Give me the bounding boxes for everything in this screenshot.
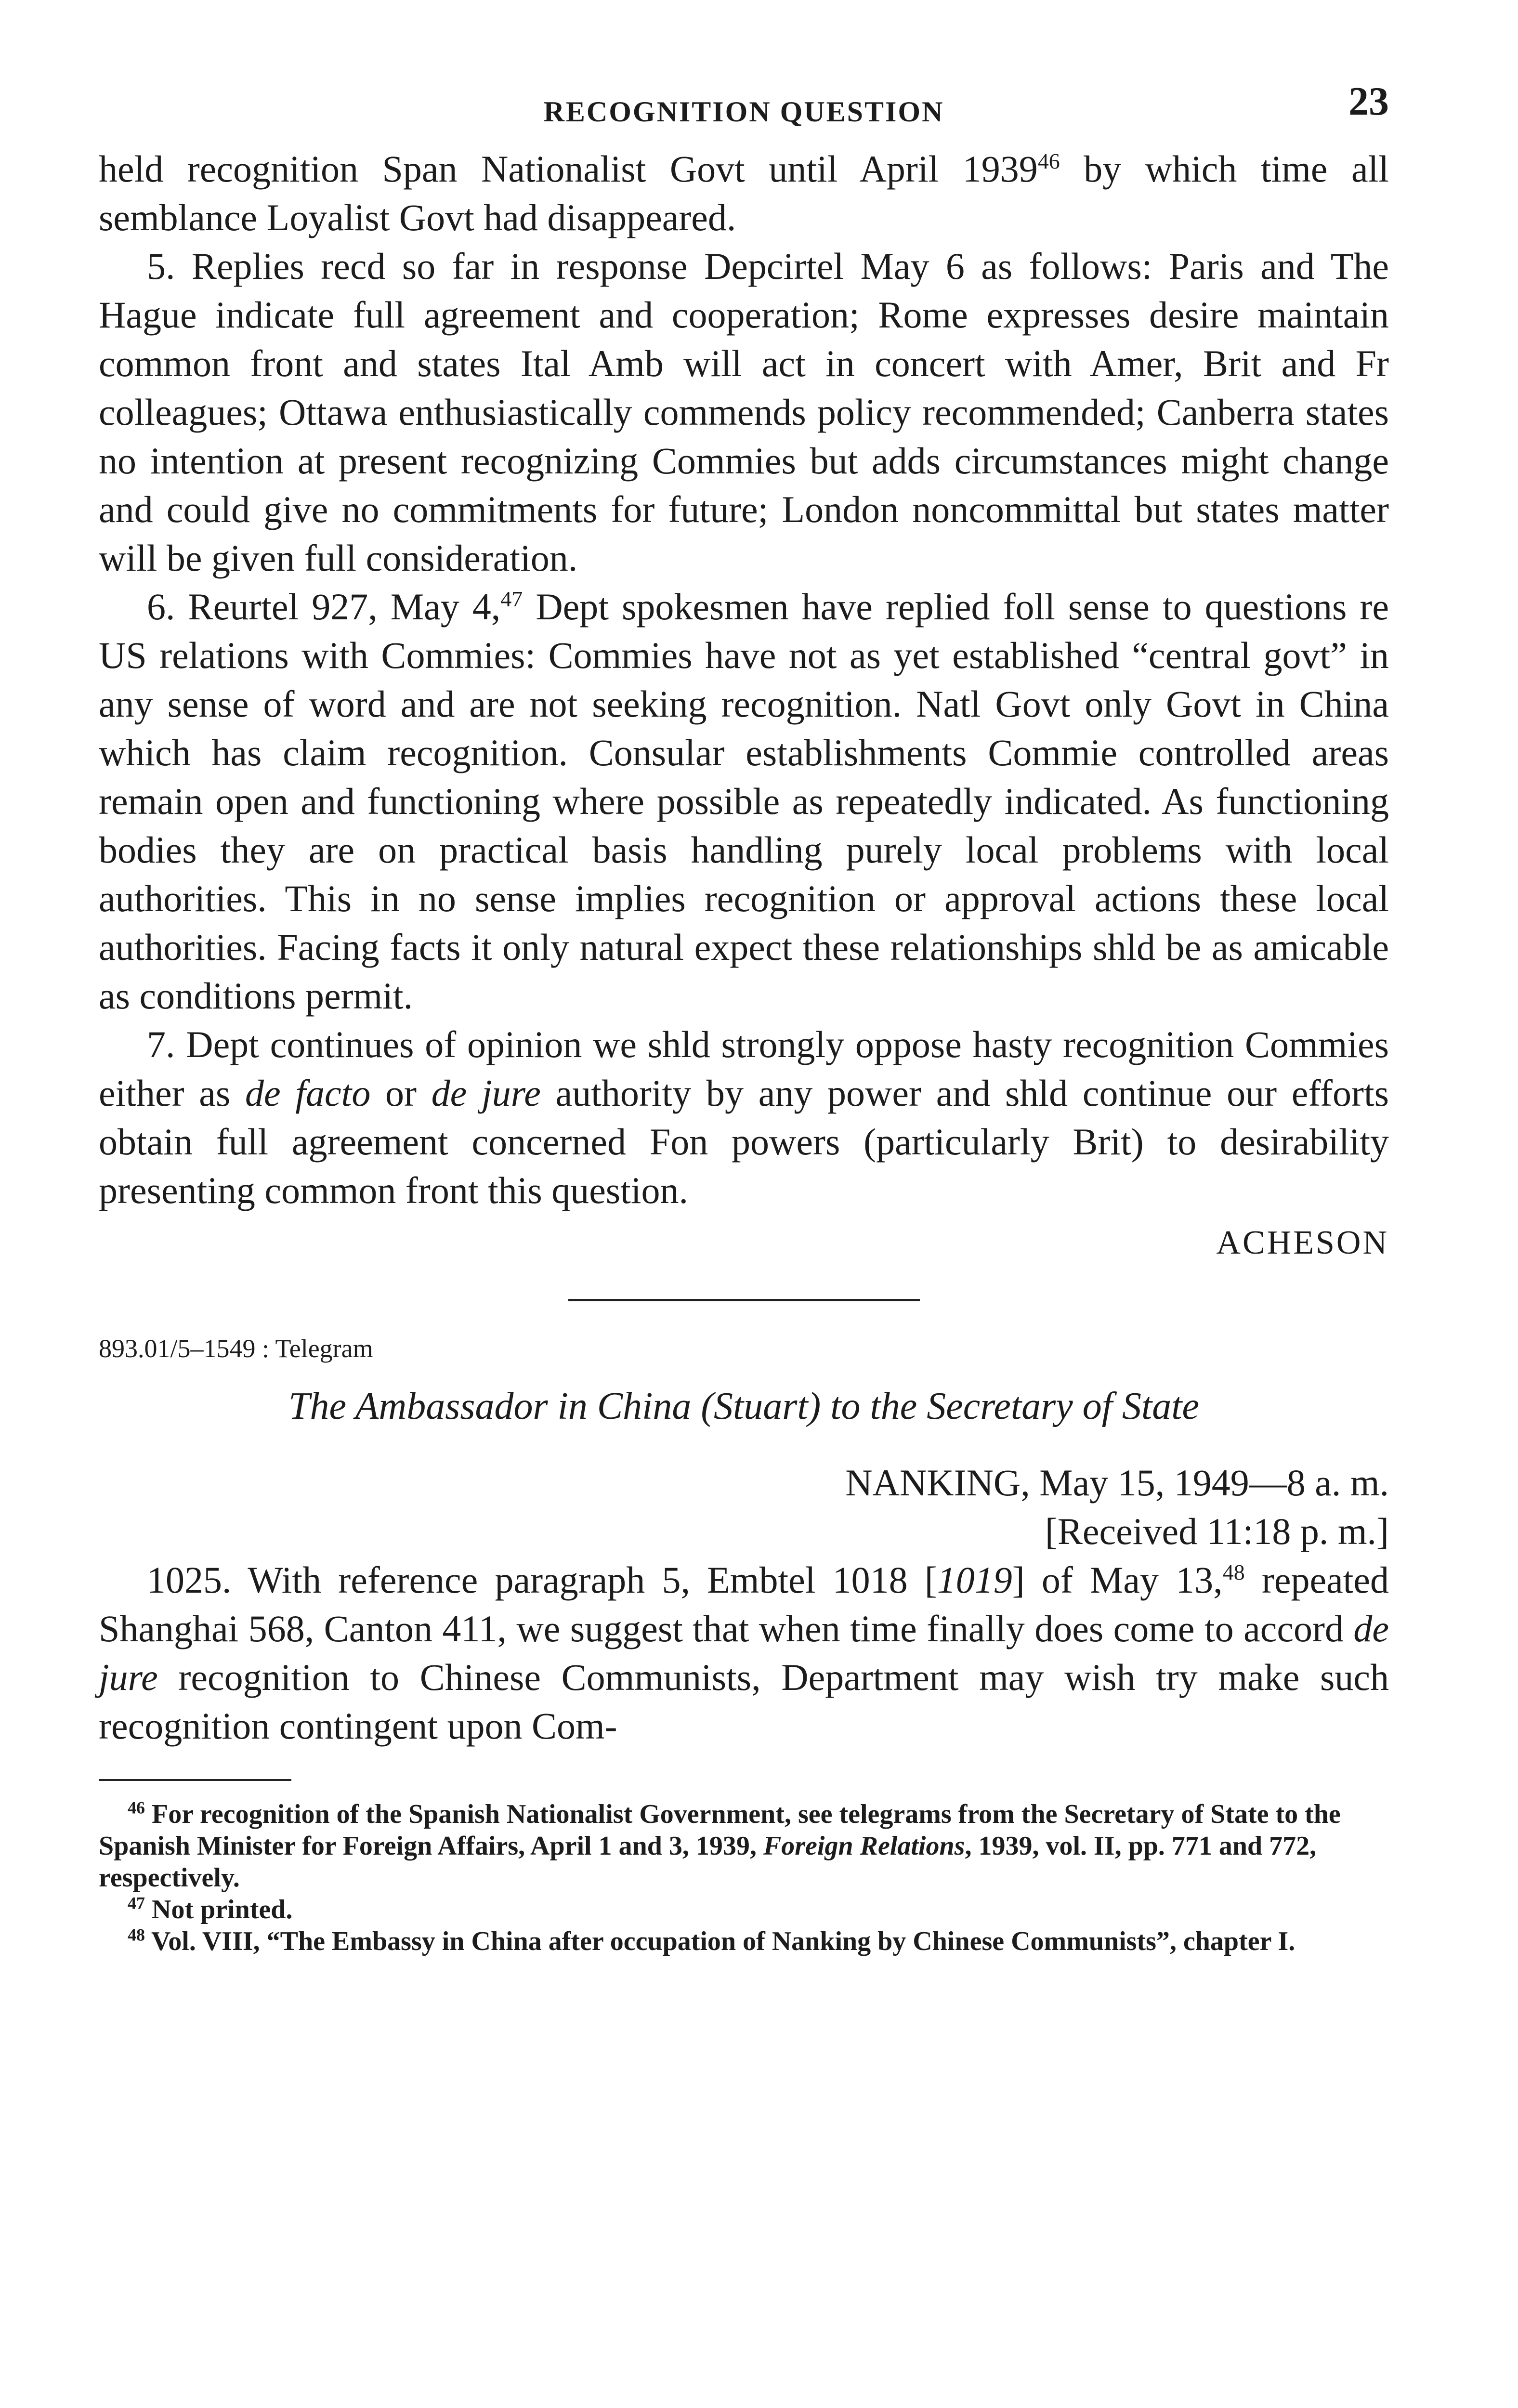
- footnote-text: For recognition of the Spanish Nationalist Government, see telegrams from the Secretary of State to the Spanish Minister for Foreign Affairs, April 1 and 3, 1939,: [99, 1799, 1341, 1861]
- italic-term: de facto: [245, 1072, 371, 1114]
- italic-term: de jure: [431, 1072, 541, 1114]
- footnote-48: [99, 1925, 1389, 1957]
- footnote-ref-48[interactable]: 48: [1222, 1560, 1245, 1584]
- paragraph-text: Dept spokesmen have replied foll sense to questions re US relations with Commies: Commies have not as yet established “central govt” in any sense of word and are not seeking recognition. Natl Govt only Govt in China which has claim recognition. Consular establishments Commie controlled areas remain open and functioning where possible as repeatedly indicated. As functioning bodies they are on practical basis handling purely local problems with local authorities. This in no sense implies recognition or approval actions these local authorities. Facing facts it only natural expect these relationships shld be as amicable as conditions permit.: [99, 586, 1389, 1017]
- paragraph-text: authority by any power and shld continue our efforts obtain full agreement concerned Fon powers (particularly Brit) to desirability presenting common front this question.: [99, 1072, 1389, 1211]
- footnote-text: , 1939, vol. II, pp. 771 and 772, respectively.: [99, 1831, 1317, 1893]
- paragraph-text: repeated Shanghai 568, Canton 411, we suggest that when time finally does come to accord: [99, 1559, 1389, 1649]
- section-divider: [568, 1299, 920, 1301]
- signature: ACHESON: [1216, 1224, 1389, 1261]
- footnote-number: 46: [128, 1798, 145, 1818]
- paragraph-text: 6. Reurtel 927, May 4,: [147, 586, 501, 628]
- paragraph-text: held recognition Span Nationalist Govt until April 1939: [99, 148, 1038, 190]
- footnotes: [99, 1798, 1389, 1957]
- paragraph-text: ] of May 13,: [1012, 1559, 1223, 1601]
- paragraph-text: by which time all semblance Loyalist Govt had disappeared.: [99, 148, 1389, 238]
- paragraph-6: [99, 582, 1389, 1020]
- document-heading: The Ambassador in China (Stuart) to the Secretary of State: [288, 1385, 1199, 1427]
- footnote-text: Vol. VIII, “The Embassy in China after occupation of Nanking by Chinese Communists”, chapter I.: [145, 1926, 1296, 1956]
- received-line: [Received 11:18 p. m.]: [1045, 1510, 1389, 1552]
- italic-term: de jure: [99, 1608, 1389, 1698]
- telegram-paragraph: [99, 1556, 1389, 1750]
- paragraph-text: or: [370, 1072, 432, 1114]
- footnote-text: Not printed.: [145, 1895, 293, 1924]
- paragraph-text: 7. Dept continues of opinion we shld strongly oppose hasty recognition Commies either as: [99, 1023, 1389, 1114]
- italic-term: Foreign Relations: [763, 1831, 965, 1861]
- file-reference: 893.01/5–1549 : Telegram: [99, 1334, 373, 1363]
- footnote-number: 48: [128, 1925, 145, 1945]
- footnote-46: [99, 1798, 1389, 1894]
- footnote-rule: [99, 1779, 291, 1781]
- footnote-ref-46[interactable]: 46: [1037, 149, 1060, 173]
- paragraph-text: 1025. With reference paragraph 5, Embtel 1018 [: [147, 1559, 937, 1601]
- running-title: RECOGNITION QUESTION: [543, 96, 944, 128]
- paragraph-text: recognition to Chinese Communists, Department may wish try make such recognition contingent upon Com-: [99, 1656, 1389, 1747]
- running-header: [99, 77, 1389, 140]
- italic-term: 1019: [937, 1559, 1012, 1601]
- paragraph-7: [99, 1020, 1389, 1215]
- page-number: 23: [1348, 79, 1389, 124]
- footnote-ref-47[interactable]: 47: [500, 587, 523, 611]
- footnote-47: [99, 1894, 1389, 1925]
- paragraph-continuation: [99, 144, 1389, 242]
- footnote-number: 47: [128, 1893, 145, 1913]
- place-date-line: NANKING, May 15, 1949—8 a. m.: [845, 1462, 1389, 1504]
- paragraph-5: 5. Replies recd so far in response Depcirtel May 6 as follows: Paris and The Hague indicate full agreement and cooperation; Rome expresses desire maintain common front and states Ital Amb will act in concert with Amer, Brit and Fr colleagues; Ottawa enthusiastically commends policy recommended; Canberra states no intention at present recognizing Commies but adds circumstances might change and could give no commitments for future; London noncommittal but states matter will be given full consideration.: [99, 245, 1389, 579]
